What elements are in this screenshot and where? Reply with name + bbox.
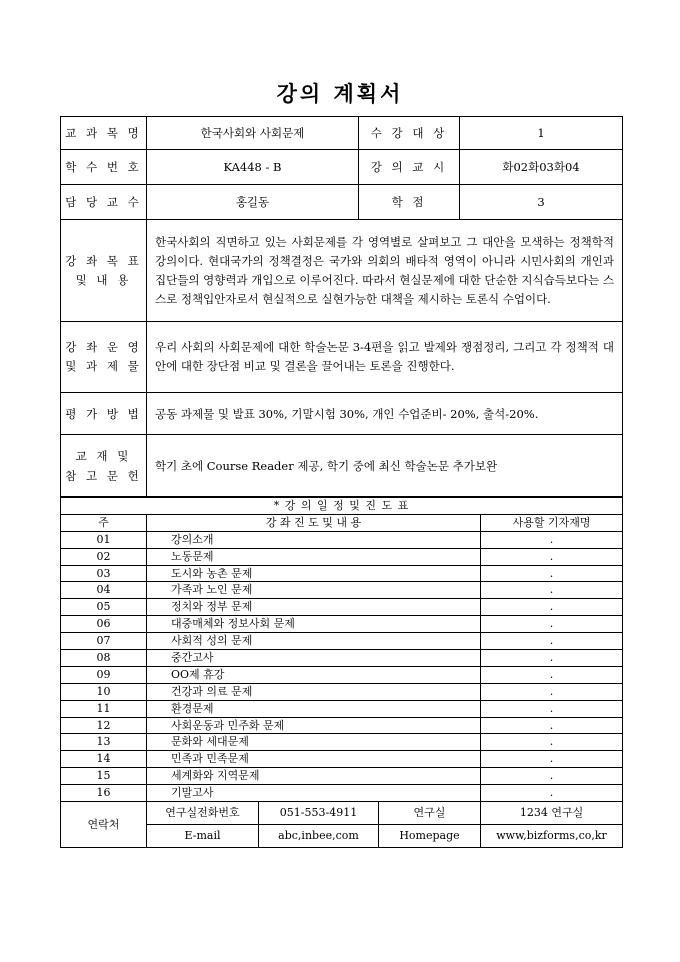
week-material: .	[481, 616, 623, 633]
schedule-row	[61, 531, 623, 548]
homepage-label: Homepage	[379, 825, 481, 848]
week-number: 11	[61, 700, 147, 717]
week-content: 가족과 노인 문제	[147, 582, 481, 599]
week-number: 09	[61, 666, 147, 683]
week-number: 15	[61, 768, 147, 785]
week-content: 민족과 민족문제	[147, 751, 481, 768]
schedule-row	[61, 683, 623, 700]
schedule-row	[61, 768, 623, 785]
week-content: 기말고사	[147, 785, 481, 802]
week-content: 건강과 의료 문제	[147, 683, 481, 700]
week-material: .	[481, 751, 623, 768]
operation-row	[61, 322, 623, 393]
course-label: 교 과 목 명	[61, 117, 147, 150]
week-number: 06	[61, 616, 147, 633]
professor-value: 홍길동	[147, 185, 359, 220]
schedule-header: * 강 의 일 정 및 진 도 표	[61, 498, 623, 515]
homepage-value[interactable]: www,bizforms,co,kr	[481, 825, 623, 848]
week-content: 문화와 세대문제	[147, 734, 481, 751]
schedule-row	[61, 666, 623, 683]
office-label: 연구실	[379, 802, 481, 825]
credit-label: 학 점	[359, 185, 460, 220]
week-material: .	[481, 599, 623, 616]
week-content: OO제 휴강	[147, 666, 481, 683]
week-number: 07	[61, 633, 147, 650]
credit-value: 3	[460, 185, 623, 220]
goal-row	[61, 220, 623, 322]
week-content: 사회운동과 민주화 문제	[147, 717, 481, 734]
operation-label-line1: 강 좌 운 영	[65, 340, 142, 354]
week-material: .	[481, 531, 623, 548]
week-content: 환경문제	[147, 700, 481, 717]
week-content: 중간고사	[147, 650, 481, 667]
week-content: 세계화와 지역문제	[147, 768, 481, 785]
week-number: 14	[61, 751, 147, 768]
goal-text: 한국사회의 직면하고 있는 사회문제를 각 영역별로 살펴보고 그 대안을 모색하는 정책학적 강의이다. 현대국가의 정책결정은 국가와 의회의 배타적 영역이 아니라 시민사회의 개인과 집단들의 영향력과 개입으로 이루어진다. 따라서 현실문제에 대한 단순한 지식습득보다는 스스로 정책입안자로서 현실적으로 실현가능한 대책을 제시하는 토론식 수업이다.	[147, 220, 623, 322]
week-number: 03	[61, 565, 147, 582]
week-material: .	[481, 548, 623, 565]
week-material: .	[481, 565, 623, 582]
week-material: .	[481, 717, 623, 734]
reference-row	[61, 435, 623, 497]
schedule-row	[61, 633, 623, 650]
schedule-row	[61, 717, 623, 734]
week-material: .	[481, 768, 623, 785]
office-value: 1234 연구실	[481, 802, 623, 825]
week-material: .	[481, 785, 623, 802]
email-value[interactable]: abc,inbee,com	[259, 825, 379, 848]
goal-label-line1: 강 좌 목 표	[65, 253, 142, 268]
schedule-row	[61, 734, 623, 751]
week-content: 도시와 농촌 문제	[147, 565, 481, 582]
reference-label	[61, 435, 147, 497]
week-number: 12	[61, 717, 147, 734]
goal-label	[61, 220, 147, 322]
week-material: .	[481, 734, 623, 751]
schedule-columns-row	[61, 514, 623, 531]
schedule-body	[61, 531, 623, 801]
week-number: 04	[61, 582, 147, 599]
target-value: 1	[460, 117, 623, 150]
schedule-row	[61, 700, 623, 717]
operation-label	[61, 322, 147, 393]
course-row	[61, 117, 623, 150]
week-number: 05	[61, 599, 147, 616]
week-content: 강의소개	[147, 531, 481, 548]
code-label: 학 수 번 호	[61, 150, 147, 185]
schedule-table	[60, 497, 623, 848]
schedule-row	[61, 785, 623, 802]
operation-label-line2: 및 과 제 물	[65, 359, 142, 373]
week-material: .	[481, 633, 623, 650]
week-number: 10	[61, 683, 147, 700]
schedule-row	[61, 616, 623, 633]
code-row	[61, 150, 623, 185]
evaluation-label: 평 가 방 법	[61, 393, 147, 435]
contact-label: 연락처	[61, 802, 147, 848]
week-material: .	[481, 700, 623, 717]
week-number: 08	[61, 650, 147, 667]
week-material: .	[481, 650, 623, 667]
target-label: 수 강 대 상	[359, 117, 460, 150]
reference-text: 학기 초에 Course Reader 제공, 학기 중에 최신 학술논문 추가보완	[147, 435, 623, 497]
content-column-header: 강 좌 진 도 및 내 용	[147, 514, 481, 531]
week-column-header: 주	[61, 514, 147, 531]
material-column-header: 사용할 기자재명	[481, 514, 623, 531]
phone-label: 연구실전화번호	[147, 802, 259, 825]
schedule-row	[61, 582, 623, 599]
week-material: .	[481, 666, 623, 683]
week-material: .	[481, 582, 623, 599]
week-content: 대중매체와 정보사회 문제	[147, 616, 481, 633]
week-number: 01	[61, 531, 147, 548]
week-number: 13	[61, 734, 147, 751]
operation-text: 우리 사회의 사회문제에 대한 학술논문 3-4편을 읽고 발제와 쟁점정리, 그리고 각 정책적 대안에 대한 장단점 비교 및 결론을 끌어내는 토론을 진행한다.	[147, 322, 623, 393]
professor-label: 담 당 교 수	[61, 185, 147, 220]
schedule-row	[61, 751, 623, 768]
schedule-row	[61, 599, 623, 616]
week-number: 02	[61, 548, 147, 565]
evaluation-text: 공동 과제물 및 발표 30%, 기말시험 30%, 개인 수업준비- 20%, 출석-20%.	[147, 393, 623, 435]
schedule-header-row	[61, 498, 623, 515]
goal-label-line2: 및 내 용	[75, 272, 132, 287]
time-label: 강 의 교 시	[359, 150, 460, 185]
evaluation-row	[61, 393, 623, 435]
week-content: 정치와 정부 문제	[147, 599, 481, 616]
contact-row-1	[61, 802, 623, 825]
course-info-table	[60, 116, 623, 497]
code-value: KA448 - B	[147, 150, 359, 185]
schedule-row	[61, 548, 623, 565]
course-value: 한국사회와 사회문제	[147, 117, 359, 150]
email-label: E-mail	[147, 825, 259, 848]
phone-value: 051-553-4911	[259, 802, 379, 825]
schedule-row	[61, 650, 623, 667]
week-content: 사회적 성의 문제	[147, 633, 481, 650]
week-number: 16	[61, 785, 147, 802]
reference-label-line2: 참 고 문 헌	[65, 468, 142, 483]
time-value: 화02화03화04	[460, 150, 623, 185]
professor-row	[61, 185, 623, 220]
reference-label-line1: 교 재 및	[75, 448, 132, 463]
page-title: 강의 계획서	[276, 81, 404, 106]
schedule-row	[61, 565, 623, 582]
week-content: 노동문제	[147, 548, 481, 565]
week-material: .	[481, 683, 623, 700]
